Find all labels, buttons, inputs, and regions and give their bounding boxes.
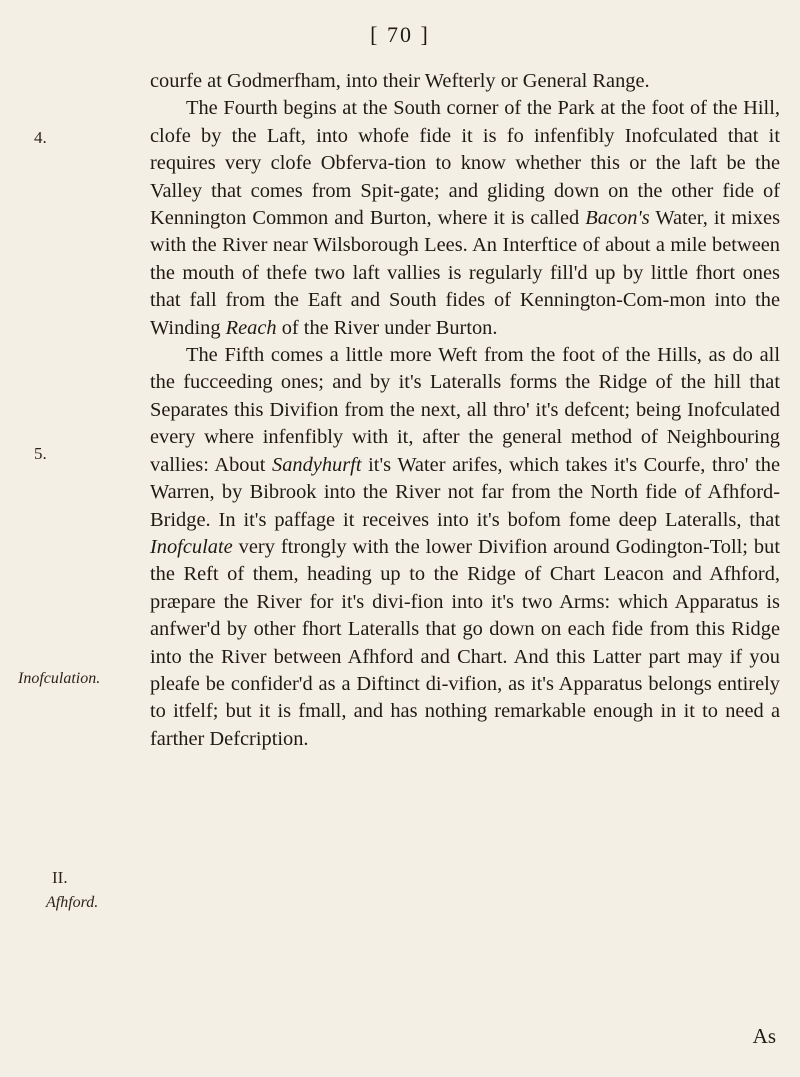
paragraph-fourth-text: The Fourth begins at the South corner of the Park at the foot of the Hill, clofe by the Laft, into whofe fide it is fo infenfibly Inofculated that it requires very clofe Obferva-tion to know whether this or the laft be the Valley that comes from Spit-gate; and gliding down on the other fide of Kennington Common and Burton, where it is called bbox=[150, 97, 780, 230]
body-text bbox=[150, 68, 780, 753]
paragraph-fifth-text: The Fifth comes a little more Weft from the foot of the Hills, as do all the fucceeding ones; and by it's Lateralls forms the Ridge of the hill that Separates this Divifion from the next, all thro' it's defcent; being Inofculated every where infenfibly with it, after the general method of Neighbouring vallies: About bbox=[150, 344, 780, 476]
italic-inosculate: Inofculate bbox=[150, 535, 233, 558]
paragraph-continuation: courfe at Godmerfham, into their Wefterly or General Range. bbox=[150, 70, 650, 92]
margin-number-4: 4. bbox=[34, 128, 47, 147]
paragraph-fourth bbox=[150, 95, 780, 342]
italic-reach: Reach bbox=[225, 316, 277, 339]
margin-note-ashford: Afhford. bbox=[46, 894, 99, 911]
catchword: As bbox=[752, 1024, 776, 1048]
paragraph-fourth-text-3: of the River under Burton. bbox=[281, 316, 498, 339]
paragraph-fifth bbox=[150, 342, 780, 753]
italic-sandyhurst: Sandyhurft bbox=[272, 453, 362, 476]
margin-number-5: 5. bbox=[34, 444, 47, 463]
paragraph-fourth-text-2: Water, it mixes with the River near Wilsborough Lees. An Interftice of about a mile between the mouth of thefe two laft vallies is regularly fill'd up by little fhort ones that fall from the Eaft and South fides of Kennington-Com-mon into the Winding bbox=[150, 207, 781, 339]
margin-note-inosculation: Inofculation. bbox=[18, 670, 101, 687]
margin-number-11: II. bbox=[52, 868, 68, 887]
page-number: [ 70 ] bbox=[370, 22, 430, 47]
italic-bacons: Bacon's bbox=[585, 207, 650, 230]
paragraph-fifth-text-3: very ftrongly with the lower Divifion around Godington-Toll; but the Reft of them, heading up to the Ridge of Chart Leacon and Afhford, præpare the River for it's divi-fion into it's two Arms: which Apparatus is anfwer'd by other fhort Lateralls that go down on each fide from this Ridge into the River between Afhford and Chart. And this Latter part may if you pleafe be confider'd as a Diftinct di-vifion, as it's Apparatus belongs entirely to itfelf; but it is fmall, and has nothing remarkable enough in it to need a farther Defcription. bbox=[150, 535, 780, 750]
paragraph-fifth-text-2: it's Water arifes, which takes it's Courfe, thro' the Warren, by Bibrook into the River not far from the North fide of Afhford-Bridge. In it's paffage it receives into it's bofom fome deep Lateralls, that bbox=[150, 453, 781, 531]
